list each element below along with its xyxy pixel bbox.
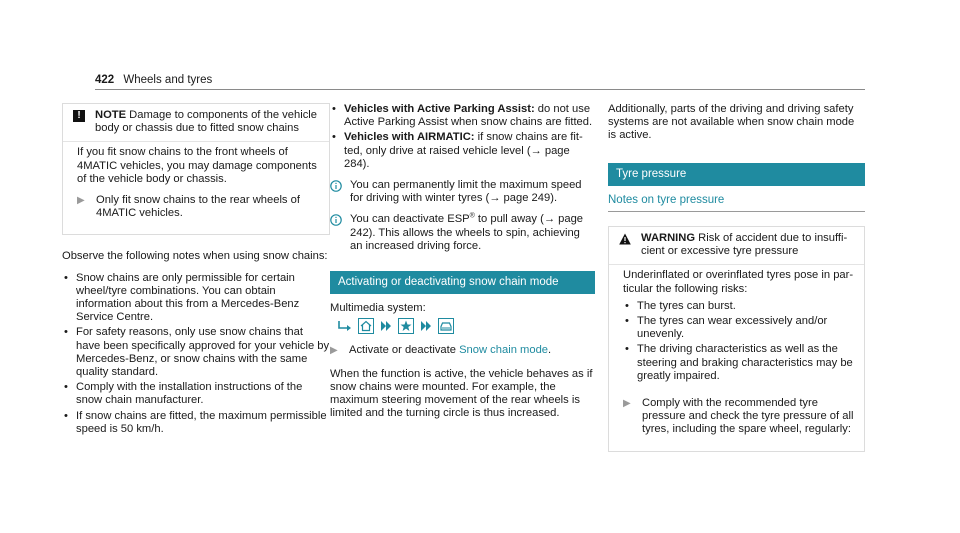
list-item [62,410,330,436]
warning-triangle-icon [619,233,631,245]
bullet-icon: • [625,299,629,312]
list-item-text: If snow chains are fitted, the maximum permissible speed is 50 km/h. [76,409,327,435]
warning-title-text: Risk of accident due to insufficient or excessive tyre pressure [641,232,848,258]
menu-entry-arrow-icon [338,320,352,332]
vehicle-notes-list [330,103,595,171]
star-icon [398,318,414,334]
activate-step [330,344,595,357]
list-item-text: do not use Active Parking Assist when snow chains are fitted. [344,103,593,129]
bullet-icon: • [332,131,336,144]
notice-label: NOTE [95,109,127,121]
notice-header [63,104,329,142]
list-item-text: The tyres can wear excessively and/or unevenly. [637,315,828,341]
double-chevron-icon [420,320,432,332]
list-item-text: The driving characteristics as well as the steering and braking characteristics may be greatly impaired. [637,343,853,382]
info-note-text: You can permanently limit the maximum speed for driving with winter tyres (→ page 249). [350,179,582,205]
info-note [330,179,595,205]
notice-title-text: Damage to components of the vehicle body or chassis due to fitted snow chains [95,109,317,135]
column-2 [330,103,595,428]
list-item-text: The tyres can burst. [637,299,736,312]
list-item-text: Snow chains are only permissible for certain wheel/tyre combinations. You can obtain information about this from a Mercedes-Benz Service Centre. [76,271,300,324]
double-chevron-icon [380,320,392,332]
list-item-text: For safety reasons, only use snow chains that have been specifically approved for your vehicle by Mercedes-Benz, or snow chains with the same quality standard. [76,326,330,379]
warning-step [623,397,858,437]
info-icon [330,214,342,226]
menu-path [338,318,595,334]
home-icon [358,318,374,334]
list-item [62,381,330,407]
list-item [62,326,330,379]
list-item-bold: Vehicles with AIRMATIC: [344,131,475,144]
list-item-text: if snow chains are fitted, only drive at raised vehicle level (→ page 284). [344,131,583,170]
warning-text: Underinflated or overinflated tyres pose in particular the following risks: [623,269,854,295]
step-arrow-icon: ▶ [77,195,85,207]
list-item [62,272,330,325]
warning-title [641,232,858,258]
snow-chains-intro: Observe the following notes when using snow chains: [62,250,328,263]
warning-header [609,227,864,265]
info-note-text: You can deactivate ESP® to pull away (→ page 242). This allows the wheels to spin, achieving an increased driving force. [350,212,584,252]
multimedia-label: Multimedia system: [330,302,426,315]
step-arrow-icon: ▶ [330,345,338,357]
function-description: When the function is active, the vehicle behaves as if snow chains were mounted. For example, the maximum steering movement of the rear wheels is limited and the turning circle is thus increased. [330,367,593,420]
snow-chain-mode-link[interactable]: Snow chain mode [459,344,549,357]
activate-step-text: Activate or deactivate Snow chain mode. [349,344,552,357]
column-1 [62,103,330,444]
bullet-icon: • [64,409,68,422]
risks-list [623,300,858,383]
additional-info: Additionally, parts of the driving and driving safety systems are not available when snow chain mode is active. [608,103,855,142]
bullet-icon: • [625,315,629,328]
notice-step-text: Only fit snow chains to the rear wheels of 4MATIC vehicles. [96,194,300,220]
header-rule [95,89,865,90]
list-item [330,103,595,129]
info-icon [330,180,342,192]
notice-text: If you fit snow chains to the front wheels of 4MATIC vehicles, you may damage components of the vehicle body or chassis. [77,146,317,185]
page-number: 422 [95,74,115,86]
bullet-icon: • [64,271,68,284]
notice-step [77,194,323,220]
page-header [95,74,212,87]
section-title-snow-chain-mode: Activating or deactivating snow chain mode [330,271,595,294]
bullet-icon: • [64,326,68,339]
bullet-icon: • [64,381,68,394]
vehicle-icon [438,318,454,334]
warning-label: WARNING [641,232,696,245]
list-item [623,315,858,341]
step-arrow-icon: ▶ [623,398,631,410]
bullet-icon: • [332,103,336,115]
list-item [330,131,595,171]
warning-step-text: Comply with the recommended tyre pressure and check the tyre pressure of all tyres, including the spare wheel, regularly: [642,397,854,436]
warning-body [609,265,864,450]
snow-chains-list [62,272,330,436]
list-item-text: Comply with the installation instructions of the snow chain manufacturer. [76,381,303,407]
exclamation-icon: ! [73,110,85,122]
section-title-tyre-pressure: Tyre pressure [608,163,865,186]
info-note [330,213,595,253]
notice-box [62,103,330,235]
column-3 [608,103,865,452]
notice-title [95,109,323,135]
bullet-icon: • [625,343,629,356]
section-name: Wheels and tyres [123,74,213,86]
notice-body [63,142,329,234]
warning-box [608,226,865,452]
list-item [623,300,858,313]
subheading-notes-tyre-pressure: Notes on tyre pressure [608,194,865,212]
list-item-bold: Vehicles with Active Parking Assist: [344,103,535,115]
list-item [623,343,858,383]
